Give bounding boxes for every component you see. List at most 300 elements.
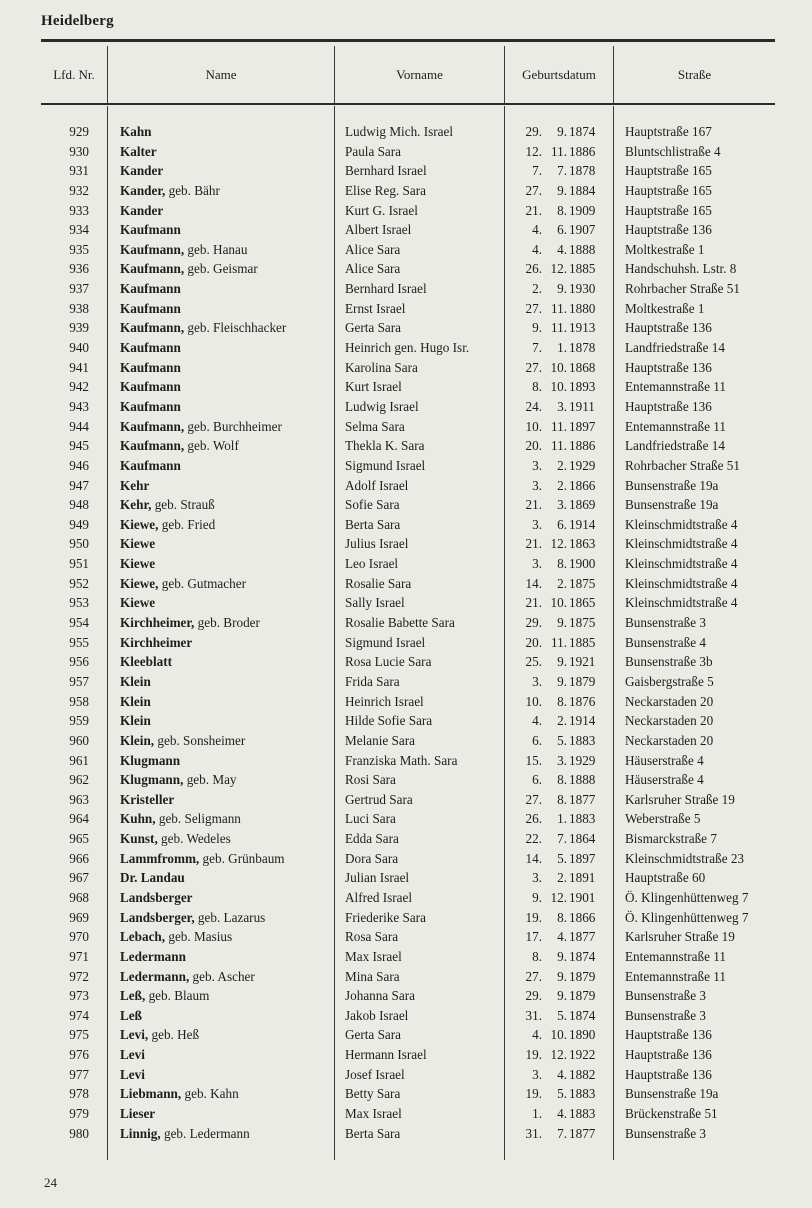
first-name: Leo Israel: [345, 556, 399, 572]
surname: Kaufmann: [120, 300, 181, 316]
table-row: [0, 181, 812, 201]
entry-number: 976: [69, 1047, 89, 1063]
street-address: Bismarckstraße 7: [625, 831, 717, 847]
first-name: Alice Sara: [345, 261, 401, 277]
table-row: [0, 1025, 812, 1045]
birth-month: 11.: [551, 438, 567, 454]
street-address: Hauptstraße 60: [625, 870, 706, 886]
surname: Klein: [120, 673, 151, 689]
maiden-name: geb. Kahn: [181, 1086, 239, 1102]
table-row: [0, 161, 812, 181]
entry-number: 934: [69, 222, 89, 238]
street-address: Kleinschmidtstraße 4: [625, 595, 738, 611]
street-address: Kleinschmidtstraße 4: [625, 575, 738, 591]
birth-month: 11.: [551, 320, 567, 336]
birth-year: 1883: [569, 1086, 596, 1102]
table-row: [0, 358, 812, 378]
person-name: [120, 927, 232, 947]
entry-number: 967: [69, 870, 89, 886]
birth-year: 1877: [569, 929, 596, 945]
birth-month: 4.: [557, 241, 567, 257]
table-row: [0, 456, 812, 476]
first-name: Rosi Sara: [345, 772, 396, 788]
first-name: Frida Sara: [345, 673, 400, 689]
surname: Klein,: [120, 732, 155, 748]
birth-month: 1.: [557, 340, 567, 356]
table-row: [0, 1065, 812, 1085]
birth-year: 1883: [569, 811, 596, 827]
table-row: [0, 692, 812, 712]
table-row: [0, 201, 812, 221]
birth-year: 1914: [569, 713, 596, 729]
maiden-name: geb. Heß: [148, 1027, 200, 1043]
table-row: [0, 633, 812, 653]
birth-year: 1879: [569, 673, 596, 689]
person-name: [120, 1006, 142, 1026]
surname: Landsberger,: [120, 909, 195, 925]
first-name: Rosa Lucie Sara: [345, 654, 432, 670]
surname: Lammfromm,: [120, 850, 200, 866]
birth-year: 1877: [569, 791, 596, 807]
person-name: [120, 1084, 239, 1104]
birth-month: 4.: [557, 1106, 567, 1122]
surname: Kiewe,: [120, 516, 159, 532]
birth-year: 1876: [569, 693, 596, 709]
birth-month: 12.: [550, 1047, 567, 1063]
street-address: Weberstraße 5: [625, 811, 701, 827]
birth-day: 29.: [525, 988, 542, 1004]
first-name: Karolina Sara: [345, 359, 418, 375]
birth-month: 8.: [557, 791, 567, 807]
person-name: [120, 633, 192, 653]
birth-day: 21.: [525, 595, 542, 611]
street-address: Bunsenstraße 3: [625, 1007, 706, 1023]
entry-number: 966: [69, 850, 89, 866]
entry-number: 957: [69, 673, 89, 689]
birth-year: 1911: [569, 398, 595, 414]
birth-day: 22.: [525, 831, 542, 847]
surname: Kaufmann: [120, 222, 181, 238]
first-name: Ludwig Mich. Israel: [345, 124, 454, 139]
birth-day: 4.: [532, 713, 542, 729]
surname: Kaufmann: [120, 340, 181, 356]
street-address: Hauptstraße 136: [625, 1027, 712, 1043]
birth-day: 10.: [525, 418, 542, 434]
entry-number: 955: [69, 634, 89, 650]
birth-year: 1883: [569, 1106, 596, 1122]
entry-number: 959: [69, 713, 89, 729]
entry-number: 980: [69, 1125, 89, 1141]
table-row: [0, 534, 812, 554]
entry-number: 962: [69, 772, 89, 788]
street-address: Hauptstraße 165: [625, 163, 712, 179]
birth-month: 3.: [557, 497, 567, 513]
street-address: Neckarstaden 20: [625, 693, 714, 709]
birth-year: 1866: [569, 909, 596, 925]
table-row: [0, 299, 812, 319]
birth-day: 3.: [532, 477, 542, 493]
person-name: [120, 672, 151, 692]
surname: Kaufmann: [120, 379, 181, 395]
person-name: [120, 377, 181, 397]
birth-month: 9.: [557, 968, 567, 984]
surname: Linnig,: [120, 1125, 161, 1141]
street-address: Hauptstraße 136: [625, 320, 712, 336]
entry-number: 948: [69, 497, 89, 513]
top-rule: [41, 39, 775, 42]
entry-number: 933: [69, 202, 89, 218]
person-name: [120, 1045, 145, 1065]
person-name: [120, 456, 181, 476]
first-name: Melanie Sara: [345, 732, 415, 748]
maiden-name: geb. Wolf: [184, 438, 239, 454]
first-name: Julius Israel: [345, 536, 409, 552]
entry-number: 968: [69, 889, 89, 905]
birth-day: 8.: [532, 379, 542, 395]
table-row: [0, 849, 812, 869]
entry-number: 936: [69, 261, 89, 277]
surname: Kaufmann: [120, 457, 181, 473]
birth-month: 12.: [550, 536, 567, 552]
first-name: Hilde Sofie Sara: [345, 713, 433, 729]
entry-number: 952: [69, 575, 89, 591]
person-name: [120, 613, 260, 633]
birth-month: 5.: [557, 1007, 567, 1023]
birth-month: 7.: [557, 163, 567, 179]
person-name: [120, 397, 181, 417]
first-name: Berta Sara: [345, 516, 401, 532]
birth-year: 1901: [569, 889, 596, 905]
entry-number: 973: [69, 988, 89, 1004]
table-row: [0, 790, 812, 810]
first-name: Luci Sara: [345, 811, 396, 827]
person-name: [120, 1104, 155, 1124]
person-name: [120, 259, 258, 279]
birth-year: 1879: [569, 988, 596, 1004]
street-address: Hauptstraße 136: [625, 359, 712, 375]
street-address: Hauptstraße 136: [625, 1047, 712, 1063]
entry-number: 961: [69, 752, 89, 768]
birth-month: 2.: [557, 477, 567, 493]
street-address: Entemannstraße 11: [625, 948, 726, 964]
surname: Kaufmann,: [120, 418, 185, 434]
birth-month: 3.: [557, 398, 567, 414]
table-row: [0, 318, 812, 338]
birth-year: 1877: [569, 1125, 596, 1141]
surname: Kaufmann: [120, 281, 181, 297]
first-name: Betty Sara: [345, 1086, 401, 1102]
entry-number: 940: [69, 340, 89, 356]
birth-year: 1866: [569, 477, 596, 493]
birth-day: 1.: [532, 1106, 542, 1122]
entry-number: 945: [69, 438, 89, 454]
surname: Klein: [120, 713, 151, 729]
maiden-name: geb. Seligmann: [155, 811, 241, 827]
birth-day: 25.: [525, 654, 542, 670]
person-name: [120, 1124, 250, 1144]
maiden-name: geb. Sonsheimer: [154, 732, 246, 748]
surname: Landsberger: [120, 889, 193, 905]
first-name: Rosalie Sara: [345, 575, 412, 591]
first-name: Selma Sara: [345, 418, 405, 434]
birth-year: 1891: [569, 870, 596, 886]
street-address: Neckarstaden 20: [625, 732, 714, 748]
birth-year: 1864: [569, 831, 596, 847]
birth-day: 26.: [525, 811, 542, 827]
entry-number: 950: [69, 536, 89, 552]
person-name: [120, 868, 185, 888]
person-name: [120, 849, 285, 869]
surname: Kuhn,: [120, 811, 156, 827]
entry-number: 977: [69, 1066, 89, 1082]
maiden-name: geb. Ledermann: [160, 1125, 250, 1141]
person-name: [120, 731, 245, 751]
surname: Kaufmann,: [120, 320, 185, 336]
surname: Lebach,: [120, 929, 166, 945]
birth-month: 3.: [557, 752, 567, 768]
first-name: Berta Sara: [345, 1125, 401, 1141]
person-name: [120, 986, 209, 1006]
maiden-name: geb. Lazarus: [194, 909, 266, 925]
surname: Kaufmann,: [120, 241, 185, 257]
first-name: Kurt Israel: [345, 379, 402, 395]
surname: Kirchheimer: [120, 634, 193, 650]
first-name: Kurt G. Israel: [345, 202, 418, 218]
first-name: Franziska Math. Sara: [345, 752, 458, 768]
table-row: [0, 711, 812, 731]
birth-day: 14.: [525, 850, 542, 866]
birth-month: 7.: [557, 831, 567, 847]
first-name: Sigmund Israel: [345, 457, 426, 473]
birth-year: 1865: [569, 595, 596, 611]
birth-month: 11.: [551, 418, 567, 434]
birth-month: 7.: [557, 1125, 567, 1141]
person-name: [120, 358, 181, 378]
table-row: [0, 574, 812, 594]
table-row: [0, 259, 812, 279]
maiden-name: geb. Hanau: [184, 241, 248, 257]
person-name: [120, 220, 181, 240]
first-name: Alfred Israel: [345, 889, 412, 905]
surname: Leß,: [120, 988, 146, 1004]
birth-month: 12.: [550, 261, 567, 277]
birth-day: 24.: [525, 398, 542, 414]
birth-year: 1897: [569, 418, 596, 434]
entry-number: 979: [69, 1106, 89, 1122]
person-name: [120, 299, 181, 319]
birth-day: 29.: [525, 615, 542, 631]
birth-day: 2.: [532, 281, 542, 297]
birth-year: 1878: [569, 163, 596, 179]
birth-day: 20.: [525, 634, 542, 650]
birth-day: 19.: [525, 1047, 542, 1063]
birth-month: 9.: [557, 124, 567, 139]
first-name: Rosa Sara: [345, 929, 399, 945]
birth-year: 1888: [569, 772, 596, 788]
first-name: Thekla K. Sara: [345, 438, 425, 454]
birth-day: 3.: [532, 516, 542, 532]
first-name: Bernhard Israel: [345, 163, 427, 179]
maiden-name: geb. Geismar: [184, 261, 258, 277]
street-address: Bunsenstraße 19a: [625, 497, 719, 513]
entry-number: 963: [69, 791, 89, 807]
birth-month: 8.: [557, 556, 567, 572]
birth-month: 9.: [557, 988, 567, 1004]
table-row: [0, 1084, 812, 1104]
birth-day: 3.: [532, 457, 542, 473]
table-row: [0, 672, 812, 692]
birth-year: 1863: [569, 536, 596, 552]
birth-day: 27.: [525, 359, 542, 375]
entry-number: 946: [69, 457, 89, 473]
table-row: [0, 868, 812, 888]
table-row: [0, 397, 812, 417]
column-header-geburtsdatum: Geburtsdatum: [522, 67, 596, 82]
entry-number: 944: [69, 418, 89, 434]
street-address: Entemannstraße 11: [625, 379, 726, 395]
birth-month: 4.: [557, 1066, 567, 1082]
maiden-name: geb. May: [183, 772, 237, 788]
person-name: [120, 279, 181, 299]
table-row: [0, 377, 812, 397]
entry-number: 969: [69, 909, 89, 925]
first-name: Sally Israel: [345, 595, 405, 611]
table-row: [0, 142, 812, 162]
table-row: [0, 908, 812, 928]
entry-number: 938: [69, 300, 89, 316]
street-address: Bunsenstraße 4: [625, 634, 706, 650]
birth-day: 4.: [532, 1027, 542, 1043]
maiden-name: geb. Burchheimer: [184, 418, 282, 434]
surname: Lieser: [120, 1106, 156, 1122]
person-name: [120, 692, 151, 712]
person-name: [120, 947, 186, 967]
maiden-name: geb. Fried: [158, 516, 216, 532]
birth-day: 20.: [525, 438, 542, 454]
street-address: Häuserstraße 4: [625, 752, 704, 768]
birth-year: 1886: [569, 438, 596, 454]
person-name: [120, 161, 163, 181]
person-name: [120, 770, 237, 790]
table-row: [0, 829, 812, 849]
surname: Kunst,: [120, 831, 158, 847]
street-address: Karlsruher Straße 19: [625, 791, 735, 807]
table-row: [0, 947, 812, 967]
entry-number: 943: [69, 398, 89, 414]
surname: Leß: [120, 1007, 142, 1023]
birth-day: 17.: [525, 929, 542, 945]
column-header-nr: Lfd. Nr.: [53, 67, 95, 82]
surname: Kehr,: [120, 497, 152, 513]
first-name: Dora Sara: [345, 850, 399, 866]
page-number: 24: [44, 1175, 57, 1190]
birth-month: 11.: [551, 300, 567, 316]
birth-year: 1875: [569, 575, 596, 591]
street-address: Hauptstraße 165: [625, 202, 712, 218]
table-row: [0, 751, 812, 771]
birth-year: 1888: [569, 241, 596, 257]
table-row: [0, 240, 812, 260]
surname: Kalter: [120, 143, 157, 159]
entry-number: 942: [69, 379, 89, 395]
street-address: Hauptstraße 136: [625, 222, 712, 238]
first-name: Sofie Sara: [345, 497, 400, 513]
birth-month: 9.: [557, 654, 567, 670]
birth-month: 8.: [557, 693, 567, 709]
person-name: [120, 436, 239, 456]
maiden-name: geb. Broder: [194, 615, 260, 631]
surname: Kaufmann,: [120, 261, 185, 277]
birth-day: 21.: [525, 497, 542, 513]
birth-year: 1929: [569, 457, 596, 473]
street-address: Hauptstraße 136: [625, 1066, 712, 1082]
first-name: Heinrich Israel: [345, 693, 424, 709]
table-row: [0, 122, 812, 142]
entry-number: 954: [69, 615, 89, 631]
surname: Ledermann: [120, 948, 186, 964]
birth-month: 5.: [557, 732, 567, 748]
surname: Klein: [120, 693, 151, 709]
table-row: [0, 613, 812, 633]
person-name: [120, 495, 215, 515]
person-name: [120, 240, 247, 260]
table-row: [0, 731, 812, 751]
first-name: Edda Sara: [345, 831, 399, 847]
birth-year: 1885: [569, 261, 596, 277]
maiden-name: geb. Bähr: [165, 182, 220, 198]
birth-year: 1900: [569, 556, 596, 572]
birth-month: 12.: [550, 889, 567, 905]
table-row: [0, 279, 812, 299]
birth-day: 31.: [525, 1125, 542, 1141]
entry-number: 958: [69, 693, 89, 709]
entry-number: 931: [69, 163, 89, 179]
person-name: [120, 554, 155, 574]
street-address: Kleinschmidtstraße 4: [625, 556, 738, 572]
birth-month: 11.: [551, 143, 567, 159]
birth-day: 7.: [532, 340, 542, 356]
entry-number: 964: [69, 811, 89, 827]
person-name: [120, 142, 157, 162]
header-divider: [613, 46, 614, 104]
table-row: [0, 1104, 812, 1124]
entry-number: 970: [69, 929, 89, 945]
person-name: [120, 593, 155, 613]
maiden-name: geb. Blaum: [145, 988, 210, 1004]
street-address: Kleinschmidtstraße 4: [625, 516, 738, 532]
column-header-strasse: Straße: [677, 67, 712, 82]
birth-day: 26.: [525, 261, 542, 277]
first-name: Elise Reg. Sara: [345, 182, 426, 198]
entry-number: 951: [69, 556, 89, 572]
surname: Kristeller: [120, 791, 175, 807]
first-name: Paula Sara: [345, 143, 402, 159]
table-row: [0, 554, 812, 574]
birth-year: 1869: [569, 497, 596, 513]
person-name: [120, 515, 215, 535]
street-address: Moltkestraße 1: [625, 300, 705, 316]
birth-day: 6.: [532, 772, 542, 788]
first-name: Josef Israel: [345, 1066, 405, 1082]
surname: Levi: [120, 1066, 145, 1082]
street-address: Bunsenstraße 3: [625, 615, 706, 631]
birth-day: 4.: [532, 241, 542, 257]
person-name: [120, 318, 286, 338]
surname: Ledermann,: [120, 968, 190, 984]
person-name: [120, 1025, 199, 1045]
birth-month: 10.: [550, 595, 567, 611]
first-name: Max Israel: [345, 948, 402, 964]
